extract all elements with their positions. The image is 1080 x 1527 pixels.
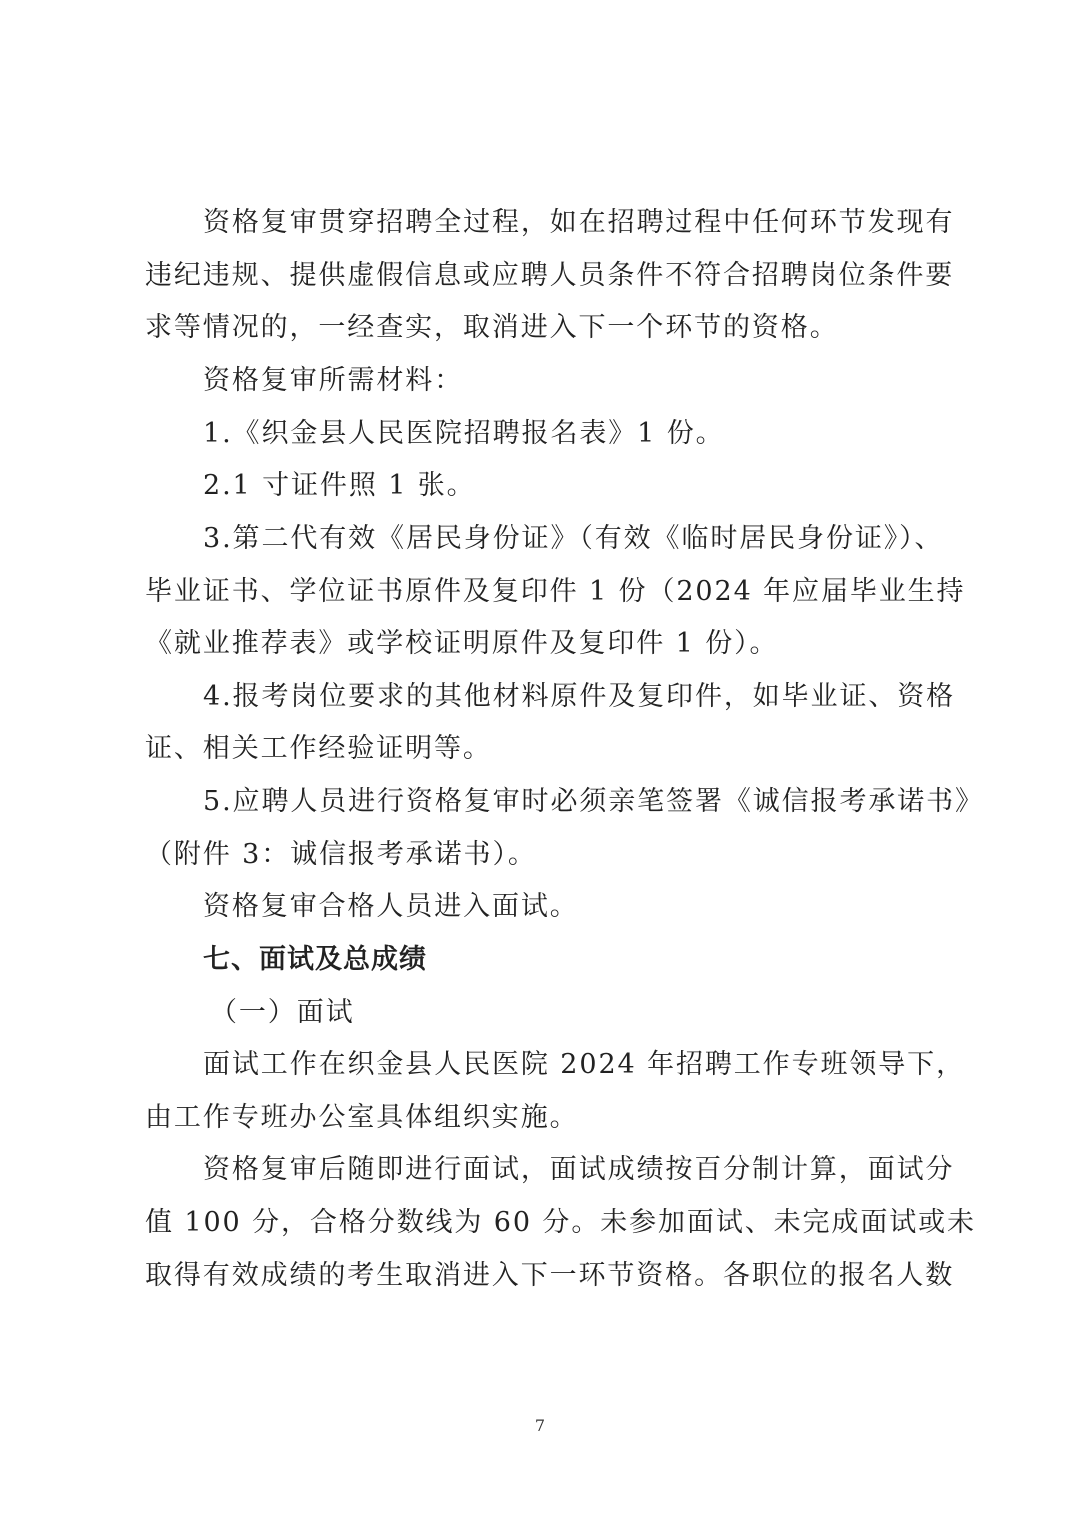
paragraph-line: 求等情况的，一经查实，取消进入下一个环节的资格。 xyxy=(145,312,839,343)
list-item: 2.1 寸证件照 1 张。 xyxy=(203,470,476,501)
paragraph-line: 资格复审所需材料： xyxy=(203,365,464,396)
list-item: 1.《织金县人民医院招聘报名表》1 份。 xyxy=(203,418,725,449)
paragraph-line: 资格复审后随即进行面试，面试成绩按百分制计算，面试分 xyxy=(203,1154,955,1185)
section-heading: 七、面试及总成绩 xyxy=(203,944,427,975)
list-item: 3.第二代有效《居民身份证》（有效《临时居民身份证》）、 xyxy=(203,523,944,554)
list-item: 5.应聘人员进行资格复审时必须亲笔签署《诚信报考承诺书》 xyxy=(203,786,984,817)
paragraph-line: 资格复审合格人员进入面试。 xyxy=(203,891,579,922)
paragraph-line: 违纪违规、提供虚假信息或应聘人员条件不符合招聘岗位条件要 xyxy=(145,260,955,291)
subsection-heading: （一）面试 xyxy=(210,997,355,1028)
page-number: 7 xyxy=(534,1416,546,1435)
paragraph-line: 资格复审贯穿招聘全过程，如在招聘过程中任何环节发现有 xyxy=(203,207,955,238)
paragraph-line: 取得有效成绩的考生取消进入下一环节资格。各职位的报名人数 xyxy=(145,1260,955,1291)
paragraph-line: （附件 3：诚信报考承诺书）。 xyxy=(145,839,537,870)
paragraph-line: 证、相关工作经验证明等。 xyxy=(145,733,492,764)
paragraph-line: 面试工作在织金县人民医院 2024 年招聘工作专班领导下， xyxy=(203,1049,965,1080)
paragraph-line: 由工作专班办公室具体组织实施。 xyxy=(145,1102,579,1133)
paragraph-line: 值 100 分，合格分数线为 60 分。未参加面试、未完成面试或未 xyxy=(145,1207,976,1238)
list-item: 4.报考岗位要求的其他材料原件及复印件，如毕业证、资格 xyxy=(203,681,956,712)
paragraph-line: 毕业证书、学位证书原件及复印件 1 份（2024 年应届毕业生持 xyxy=(145,576,966,607)
paragraph-line: 《就业推荐表》或学校证明原件及复印件 1 份）。 xyxy=(145,628,779,659)
